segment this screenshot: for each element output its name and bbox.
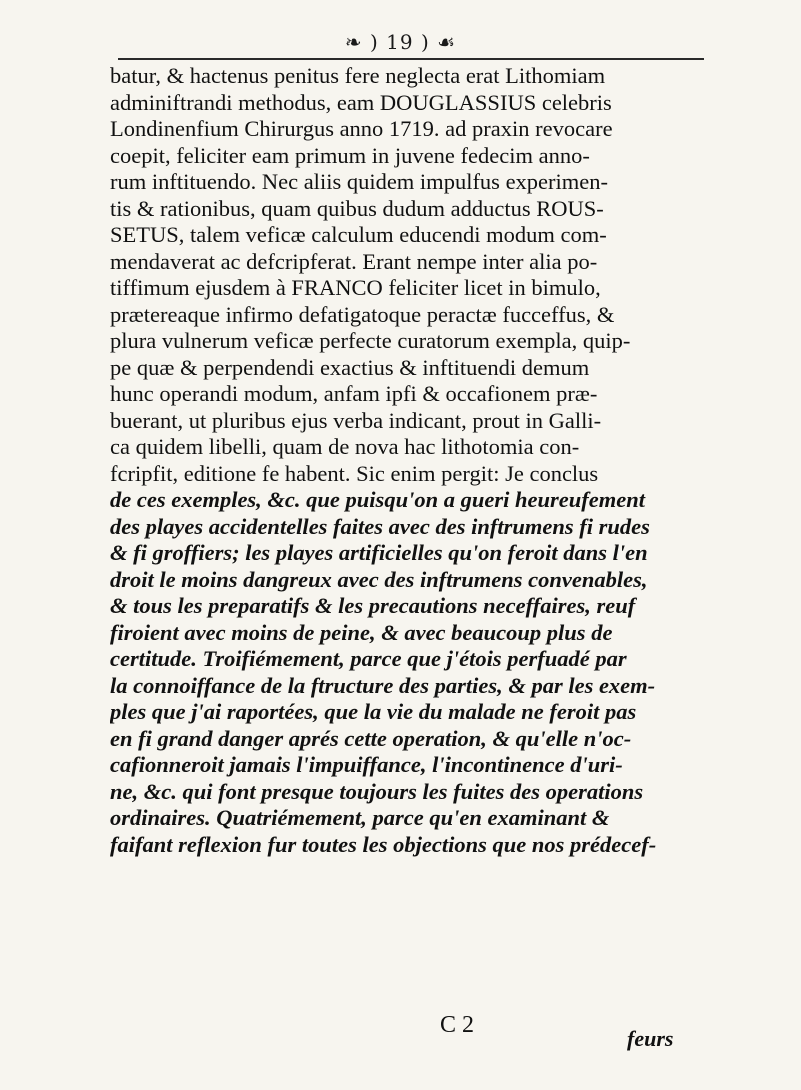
catchword: feurs <box>627 1026 674 1051</box>
text-line: ca quidem libelli, quam de nova hac lithotomia con- <box>110 434 580 459</box>
text-line: ples que j'ai raportées, que la vie du malade ne feroit pas <box>110 699 637 724</box>
text-line: droit le moins dangreux avec des inftrumens convenables, <box>110 566 648 592</box>
text-line: de ces exemples, &c. que puisqu'on a gueri heureufement <box>110 487 645 512</box>
text-line: des playes accidentelles faites avec des inftrumens fi rudes <box>110 513 650 539</box>
text-line: la connoiffance de la ftructure des parties, & par les exem- <box>110 672 656 698</box>
text-line: cafionneroit jamais l'impuiffance, l'incontinence d'uri- <box>110 752 623 777</box>
page-header: ❧ ) 19 ) ☙ <box>344 30 457 54</box>
text-line: firoient avec moins de peine, & avec beaucoup plus de <box>110 619 613 645</box>
text-line: rum inftituendo. Nec aliis quidem impulfus experimen- <box>110 169 609 194</box>
text-line: hunc operandi modum, anfam ipfi & occafionem præ- <box>110 381 598 406</box>
signature-mark: C 2 <box>440 1012 475 1038</box>
text-line: buerant, ut pluribus ejus verba indicant, prout in Galli- <box>110 407 602 433</box>
text-line: adminiftrandi methodus, eam DOUGLASSIUS celebris <box>110 89 612 115</box>
text-line: plura vulnerum veficæ perfecte curatorum exempla, quip- <box>110 328 631 353</box>
text-line: & fi groffiers; les playes artificielles qu'on feroit dans l'en <box>110 540 648 565</box>
text-line: Londinenfium Chirurgus anno 1719. ad praxin revocare <box>110 116 613 141</box>
body-text <box>110 63 720 858</box>
text-line: en fi grand danger aprés cette operation, & qu'elle n'oc- <box>110 725 632 751</box>
text-line: ordinaires. Quatriémement, parce qu'en examinant & <box>110 805 610 830</box>
text-line: tiffimum ejusdem à FRANCO feliciter licet in bimulo, <box>110 275 601 300</box>
header-rule <box>118 58 704 60</box>
text-line: mendaverat ac defcripferat. Erant nempe inter alia po- <box>110 248 598 274</box>
text-line: coepit, feliciter eam primum in juvene fedecim anno- <box>110 142 590 168</box>
text-line: faifant reflexion fur toutes les objections que nos prédecef- <box>110 831 657 857</box>
text-line: ne, &c. qui font presque toujours les fuites des operations <box>110 778 644 804</box>
text-line: SETUS, talem veficæ calculum educendi modum com- <box>110 222 607 247</box>
text-line: batur, & hactenus penitus fere neglecta erat Lithomiam <box>110 63 606 88</box>
text-line: & tous les preparatifs & les precautions neceffaires, reuf <box>110 593 636 618</box>
text-line: tis & rationibus, quam quibus dudum adductus ROUS- <box>110 195 604 221</box>
text-line: certitude. Troifiémement, parce que j'étois perfuadé par <box>110 646 627 671</box>
text-line: fcripfit, editione fe habent. Sic enim pergit: Je conclus <box>110 460 599 486</box>
text-line: prætereaque infirmo defatigatoque peractæ fucceffus, & <box>110 301 615 327</box>
text-line: pe quæ & perpendendi exactius & inftituendi demum <box>110 354 590 380</box>
